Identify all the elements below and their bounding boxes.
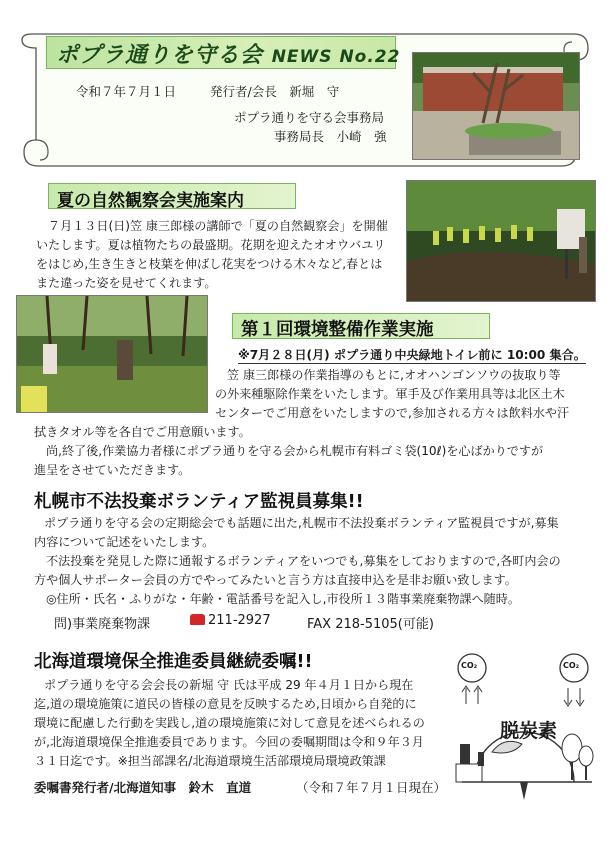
volunteer-line-2: 内容について記述をいたします。 <box>34 535 215 549</box>
publisher: 発行者/会長 新堀 守 <box>210 84 340 99</box>
co2-label-left: CO₂ <box>461 661 478 670</box>
decarbonization-label: 脱炭素 <box>500 720 558 742</box>
planter-photo <box>412 52 580 160</box>
cleanup-line-6: 進呈をさせていただきます。 <box>34 463 191 477</box>
cleanup-meeting-notice: ※7月２８日(月) ポプラ通り中央緑地トイレ前に 10:00 集合。 <box>238 348 586 362</box>
committee-line-3: 環境に配慮した行動を実践し,道の環境施策に対して意見を述べられるの <box>34 716 425 730</box>
committee-line-4: が,北海道環境保全推進委員であります。今回の委嘱期間は令和９年３月 <box>34 735 424 749</box>
nature-tour-photo <box>406 180 596 302</box>
section-committee-body <box>34 676 454 771</box>
office-name: ポプラ通りを守る会事務局 <box>234 110 385 125</box>
nature-line-3: をはじめ,生き生きと枝葉を伸ばし花実をつける木々など,春とは <box>36 257 383 271</box>
section-committee-heading: 北海道環境保全推進委員継続委嘱!! <box>34 652 313 672</box>
volunteer-line-5: ◎住所・氏名・ふりがな・年齢・電話番号を記入し,市役所１３階事業廃棄物課へ随時。 <box>46 592 520 606</box>
issue-date: 令和７年７月１日 <box>76 84 177 99</box>
title-issue: NEWS No.22 <box>271 47 401 67</box>
contact-label: 問)事業廃棄物課 <box>54 617 151 632</box>
cleanup-line-5: 尚,終了後,作業協力者様にポプラ通りを守る会から札幌市有料ゴミ袋(10ℓ)を心ばかりですが <box>46 444 544 458</box>
section-cleanup-body-a <box>215 366 595 404</box>
nature-tour-photo-image <box>407 181 596 302</box>
section-nature-heading: 夏の自然観察会実施案内 <box>48 183 296 209</box>
cleanup-work-photo-image <box>17 296 208 413</box>
section-nature-body <box>36 217 408 293</box>
volunteer-contact <box>54 613 150 632</box>
committee-line-2: 迄,道の環境施策に道民の皆様の意見を反映するため,日頃から自発的に <box>34 697 417 711</box>
section-cleanup-body-b <box>34 404 596 480</box>
volunteer-line-3: 不法投棄を発見した際に通報するボランティアをいつでも,募集をしておりますので,各町内会の <box>46 554 561 568</box>
committee-line-5: ３１日迄です。※担当部課名/北海道環境生活部環境局環境政策課 <box>34 754 386 768</box>
section-volunteer-body <box>34 514 596 609</box>
office-head: 事務局長 小崎 強 <box>274 129 387 144</box>
cleanup-line-4: 拭きタオル等を各自でご用意願います。 <box>34 425 251 439</box>
committee-issuer: 委嘱書発行者/北海道知事 鈴木 直道 <box>34 780 252 795</box>
phone-number: 211-2927 <box>208 613 271 628</box>
newsletter-title <box>56 38 400 69</box>
section-cleanup-heading: 第１回環境整備作業実施 <box>232 313 490 339</box>
section-volunteer-heading: 札幌市不法投棄ボランティア監視員募集!! <box>34 492 364 512</box>
volunteer-phone <box>190 613 271 628</box>
co2-label-right: CO₂ <box>563 661 580 670</box>
cleanup-line-2: の外来種駆除作業をいたします。軍手及び作業用具等は北区土木 <box>215 387 565 401</box>
volunteer-fax: FAX 218-5105(可能) <box>307 617 434 632</box>
volunteer-line-4: 方や個人サポーター会員の方でやってみたいと言う方は直接申込を是非お願い致します。 <box>34 573 517 587</box>
nature-line-4: また違った姿を見せてくれます。 <box>36 276 217 290</box>
cleanup-work-photo <box>16 295 208 413</box>
title-main: ポプラ通りを守る会 <box>56 43 264 68</box>
nature-line-1: ７月１３日(日)笠 康三郎様の講師で「夏の自然観察会」を開催 <box>48 219 388 233</box>
decarbonization-illustration <box>452 652 596 802</box>
cleanup-line-3: センターでご用意をいたしますので,参加される方々は飲料水や汗 <box>215 406 570 420</box>
phone-icon <box>190 614 205 625</box>
planter-photo-image <box>413 53 580 160</box>
committee-line-1: ポプラ通りを守る会会長の新堀 守 氏は平成 29 年４月１日から現在 <box>44 678 414 692</box>
nature-line-2: いたします。夏は植物たちの最盛期。花期を迎えたオオウバユリ <box>36 238 386 252</box>
committee-issuer-date: （令和７年７月１日現在） <box>296 780 447 795</box>
cleanup-line-1: 笠 康三郎様の作業指導のもとに,オオハンゴンソウの抜取り等 <box>227 368 561 382</box>
volunteer-line-1: ポプラ通りを守る会の定期総会でも話題に出た,札幌市不法投棄ボランティア監視員ですが,募集 <box>44 516 559 530</box>
